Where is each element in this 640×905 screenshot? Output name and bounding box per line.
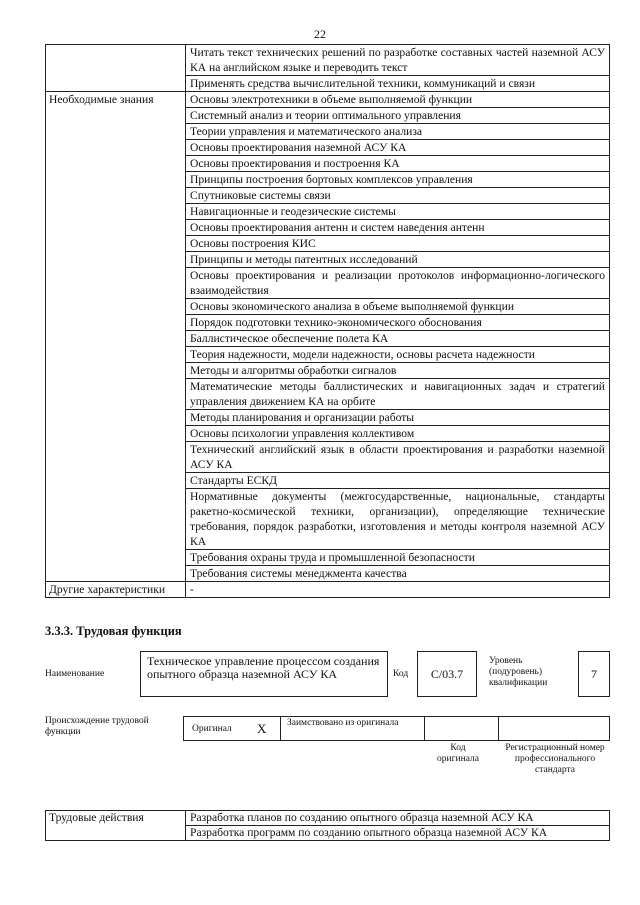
function-name-box: Техническое управление процессом создания опытного образца наземной АСУ КА	[140, 651, 388, 697]
category-cell	[46, 45, 186, 92]
code-original-label: Код оригинала	[437, 743, 479, 764]
name-label: Наименование	[45, 669, 105, 679]
original-label: Оригинал	[192, 724, 232, 734]
labor-actions-category: Трудовые действия	[46, 811, 186, 841]
requirement-item: Читать текст технических решений по разработке составных частей наземной АСУ КА на английском языке и переводить текст	[186, 45, 610, 76]
original-mark: X	[257, 721, 267, 736]
requirement-item: Стандарты ЕСКД	[186, 473, 610, 489]
qualification-level-label: Уровень (подуровень) квалификации	[489, 656, 548, 688]
function-code-box: C/03.7	[417, 651, 477, 697]
requirement-item: Основы проектирования и реализации протоколов информационно-логического взаимодействия	[186, 268, 610, 299]
requirement-item: Требования охраны труда и промышленной безопасности	[186, 550, 610, 566]
requirement-item: Основы электротехники в объеме выполняемой функции	[186, 92, 610, 108]
origin-label: Происхождение трудовой функции	[45, 716, 149, 737]
qualification-level-box: 7	[578, 651, 610, 697]
requirement-item: Принципы и методы патентных исследований	[186, 252, 610, 268]
code-label: Код	[393, 669, 409, 679]
requirement-item: Методы планирования и организации работы	[186, 410, 610, 426]
table-row	[46, 92, 610, 108]
category-cell: Другие характеристики	[46, 582, 186, 598]
requirement-item: Основы построения КИС	[186, 236, 610, 252]
requirement-item: Навигационные и геодезические системы	[186, 204, 610, 220]
requirement-item: Математические методы баллистических и навигационных задач и стратегий управления движением КА на орбите	[186, 379, 610, 410]
labor-action-item: Разработка планов по созданию опытного образца наземной АСУ КА	[186, 811, 610, 826]
requirement-item: Баллистическое обеспечение полета КА	[186, 331, 610, 347]
requirement-item: Теории управления и математического анализа	[186, 124, 610, 140]
category-cell: Необходимые знания	[46, 92, 186, 582]
requirement-item: Основы проектирования и построения КА	[186, 156, 610, 172]
requirement-item: Методы и алгоритмы обработки сигналов	[186, 363, 610, 379]
borrowed-cell	[280, 716, 425, 741]
requirement-item: -	[186, 582, 610, 598]
page-number: 22	[314, 27, 326, 41]
requirement-item: Нормативные документы (межгосударственные, национальные, стандарты ракетно-космической техники, организации), определяющие технические требования, порядок разработки, изготовления и методы контроля наземной АСУ КА	[186, 489, 610, 550]
requirement-item: Спутниковые системы связи	[186, 188, 610, 204]
origin-row	[183, 716, 610, 741]
reg-number-cell	[498, 716, 610, 741]
requirement-item: Требования системы менеджмента качества	[186, 566, 610, 582]
requirement-item: Основы проектирования наземной АСУ КА	[186, 140, 610, 156]
table-row	[46, 582, 610, 598]
labor-actions-table	[45, 810, 610, 841]
requirement-item: Основы экономического анализа в объеме выполняемой функции	[186, 299, 610, 315]
requirement-item: Технический английский язык в области проектирования и разработки наземной АСУ КА	[186, 442, 610, 473]
table-row	[46, 45, 610, 76]
requirement-item: Применять средства вычислительной техники, коммуникаций и связи	[186, 76, 610, 92]
borrowed-label: Заимствовано из оригинала	[287, 718, 399, 728]
section-title: 3.3.3. Трудовая функция	[45, 624, 182, 638]
reg-number-label: Регистрационный номер профессионального стандарта	[505, 743, 605, 775]
labor-action-item: Разработка программ по созданию опытного образца наземной АСУ КА	[186, 826, 610, 841]
requirement-item: Порядок подготовки технико-экономического обоснования	[186, 315, 610, 331]
requirements-table	[45, 44, 610, 598]
requirement-item: Принципы построения бортовых комплексов управления	[186, 172, 610, 188]
requirement-item: Основы психологии управления коллективом	[186, 426, 610, 442]
original-cell	[183, 716, 281, 741]
requirement-item: Теория надежности, модели надежности, основы расчета надежности	[186, 347, 610, 363]
code-original-cell	[424, 716, 499, 741]
requirement-item: Основы проектирования антенн и систем наведения антенн	[186, 220, 610, 236]
table-row	[46, 811, 610, 826]
requirement-item: Системный анализ и теории оптимального управления	[186, 108, 610, 124]
